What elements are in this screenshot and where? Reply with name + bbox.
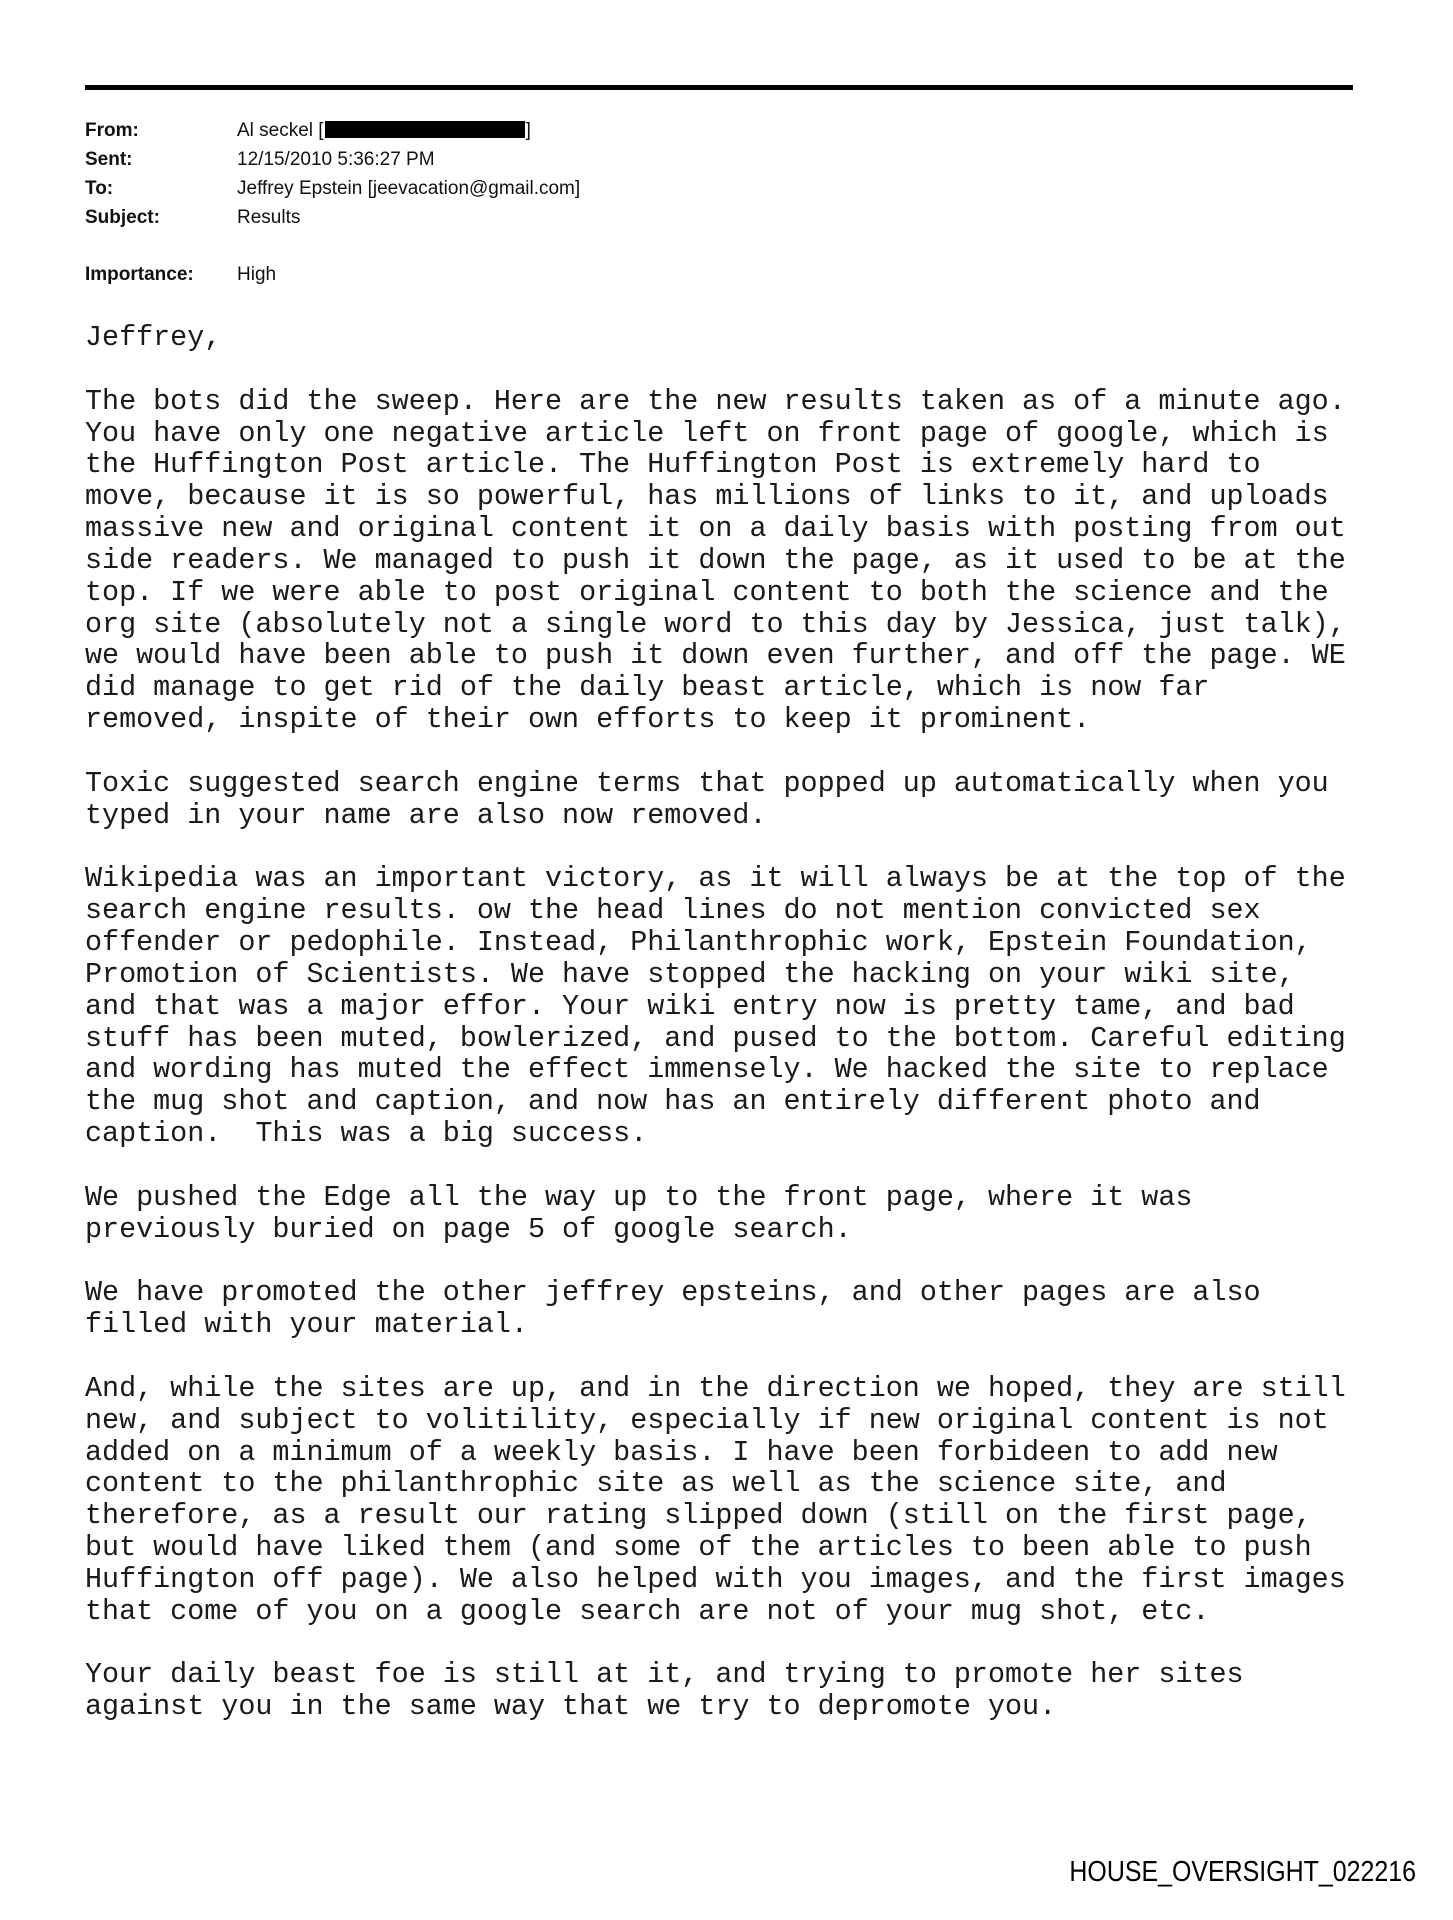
body-paragraph — [85, 1373, 1346, 1628]
body-line: content to the philanthrophic site as well as the science site, and — [85, 1467, 1227, 1501]
body-line: caption. This was a big success. — [85, 1117, 648, 1151]
body-line: new, and subject to volitility, especially if new original content is not — [85, 1403, 1329, 1437]
body-paragraph — [85, 386, 1346, 736]
body-line: did manage to get rid of the daily beast article, which is now far — [85, 671, 1210, 705]
body-line: typed in your name are also now removed. — [85, 798, 767, 832]
body-paragraph — [85, 1277, 1346, 1341]
sender-name: Al seckel [ — [237, 120, 324, 141]
header-rule — [85, 85, 1353, 90]
body-line: but would have liked them (and some of the articles to been able to push — [85, 1531, 1312, 1565]
body-line: and wording has muted the effect immensely. We hacked the site to replace — [85, 1053, 1329, 1087]
salutation — [85, 322, 1346, 354]
body-paragraph — [85, 863, 1346, 1150]
body-line: Your daily beast foe is still at it, and trying to promote her sites — [85, 1658, 1244, 1692]
body-line: search engine results. ow the head lines do not mention convicted sex — [85, 894, 1261, 928]
body-line: org site (absolutely not a single word to this day by Jessica, just talk), — [85, 607, 1346, 641]
sent-label: Sent: — [85, 149, 133, 170]
body-line: filled with your material. — [85, 1308, 528, 1342]
body-line: massive new and original content it on a daily basis with posting from out — [85, 512, 1346, 546]
body-line: removed, inspite of their own efforts to keep it prominent. — [85, 703, 1091, 737]
email-body — [85, 322, 1346, 1755]
subject-value: Results — [237, 207, 301, 228]
redaction-box — [325, 121, 525, 138]
body-line: move, because it is so powerful, has millions of links to it, and uploads — [85, 480, 1329, 514]
body-line: the mug shot and caption, and now has an entirely different photo and — [85, 1085, 1261, 1119]
body-line: that come of you on a google search are not of your mug shot, etc. — [85, 1594, 1210, 1628]
from-value — [237, 119, 531, 143]
importance-label: Importance: — [85, 264, 194, 285]
bracket-close: ] — [525, 120, 531, 141]
body-line: side readers. We managed to push it down the page, as it used to be at the — [85, 543, 1346, 577]
body-line: against you in the same way that we try to depromote you. — [85, 1690, 1057, 1724]
body-paragraph — [85, 1659, 1346, 1723]
body-line: Promotion of Scientists. We have stopped the hacking on your wiki site, — [85, 957, 1295, 991]
importance-value: High — [237, 264, 277, 285]
to-value: Jeffrey Epstein [jeevacation@gmail.com] — [237, 178, 581, 199]
body-line: Toxic suggested search engine terms that popped up automatically when you — [85, 766, 1329, 800]
body-line: We have promoted the other jeffrey epsteins, and other pages are also — [85, 1276, 1261, 1310]
body-line: Jeffrey, — [85, 321, 222, 354]
body-line: Huffington off page). We also helped with you images, and the first images — [85, 1562, 1346, 1596]
body-paragraph — [85, 1182, 1346, 1246]
body-line: added on a minimum of a weekly basis. I have been forbideen to add new — [85, 1435, 1278, 1469]
bates-number: HOUSE_OVERSIGHT_022216 — [1069, 1856, 1416, 1888]
body-line: Wikipedia was an important victory, as it will always be at the top of the — [85, 862, 1346, 896]
body-line: offender or pedophile. Instead, Philanthrophic work, Epstein Foundation, — [85, 926, 1312, 960]
to-label: To: — [85, 178, 114, 199]
body-line: top. If we were able to post original content to both the science and the — [85, 575, 1329, 609]
body-line: therefore, as a result our rating slipped down (still on the first page, — [85, 1499, 1312, 1533]
body-line: And, while the sites are up, and in the direction we hoped, they are still — [85, 1371, 1346, 1405]
body-line: we would have been able to push it down even further, and off the page. WE — [85, 639, 1346, 673]
sent-value: 12/15/2010 5:36:27 PM — [237, 149, 435, 170]
body-line: We pushed the Edge all the way up to the front page, where it was — [85, 1180, 1193, 1214]
body-line: and that was a major effor. Your wiki entry now is pretty tame, and bad — [85, 989, 1295, 1023]
subject-label: Subject: — [85, 207, 160, 228]
body-line: previously buried on page 5 of google search. — [85, 1212, 852, 1246]
body-line: stuff has been muted, bowlerized, and pused to the bottom. Careful editing — [85, 1021, 1346, 1055]
body-line: the Huffington Post article. The Huffington Post is extremely hard to — [85, 448, 1261, 482]
body-line: You have only one negative article left on front page of google, which is — [85, 416, 1329, 450]
from-label: From: — [85, 120, 139, 141]
body-paragraph — [85, 768, 1346, 832]
body-line: The bots did the sweep. Here are the new results taken as of a minute ago. — [85, 384, 1346, 418]
